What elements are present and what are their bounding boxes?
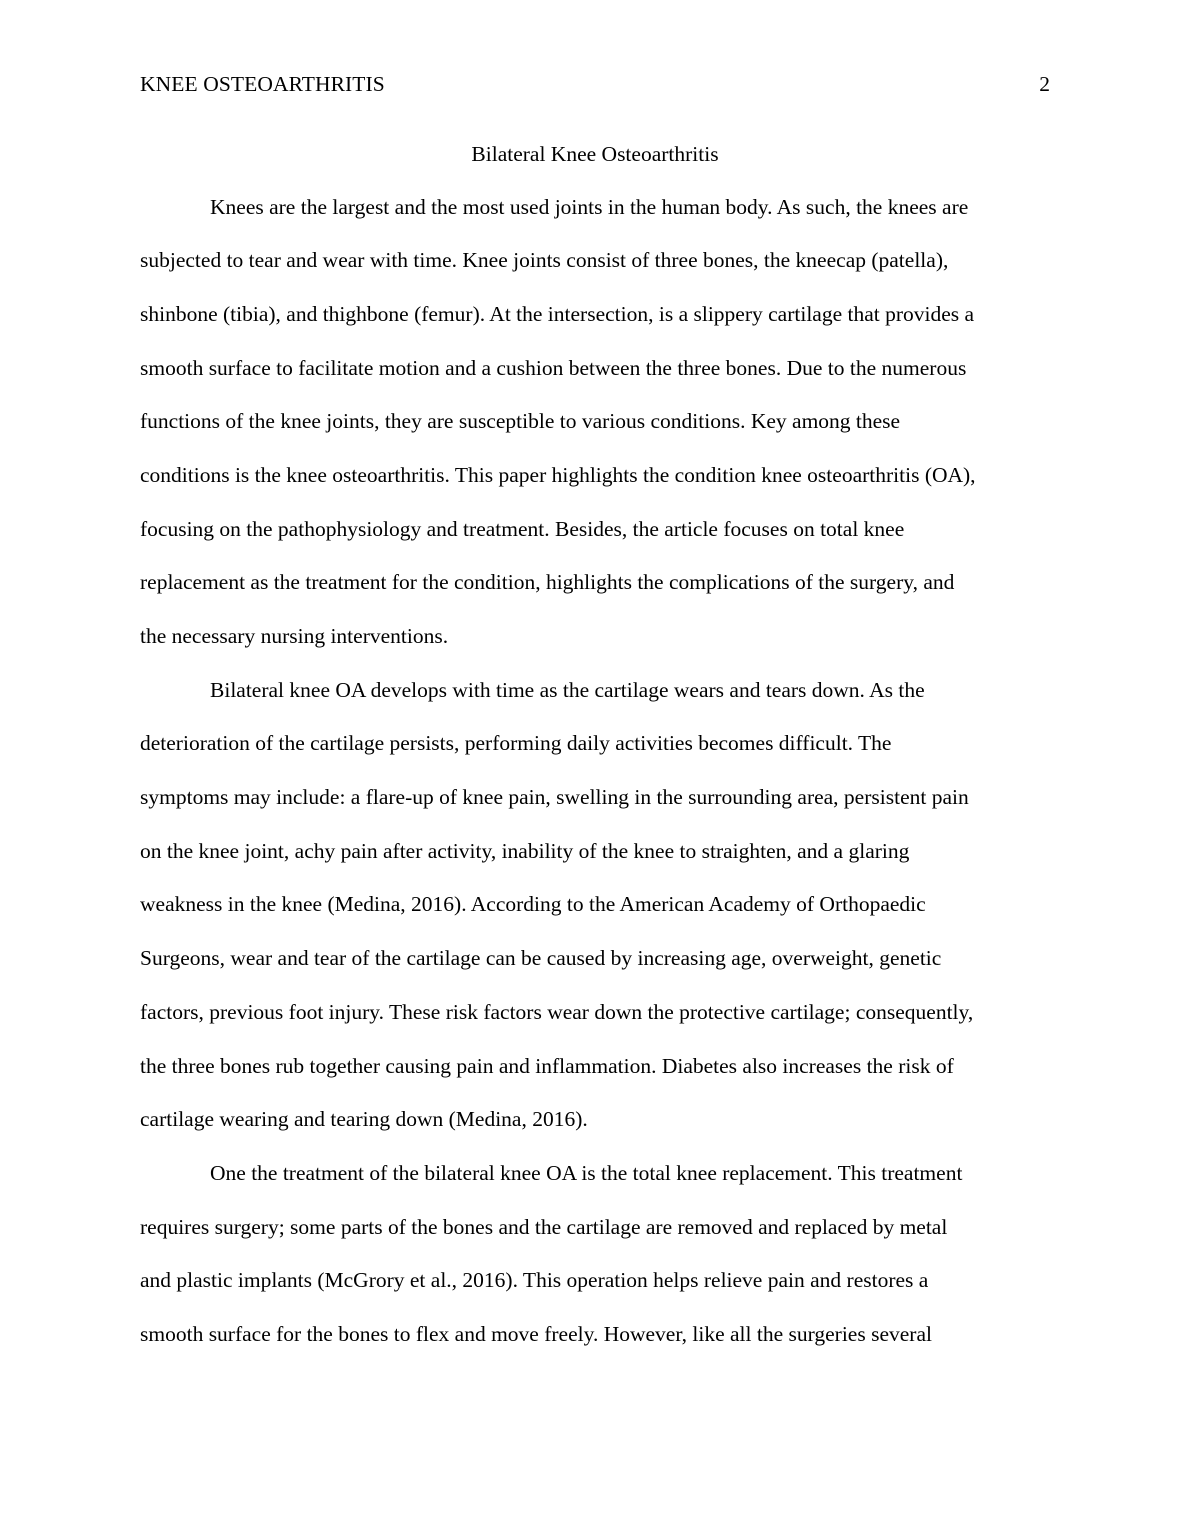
document-title: Bilateral Knee Osteoarthritis (471, 142, 719, 166)
paragraph-2 (140, 664, 1050, 1147)
paragraph-line: the necessary nursing interventions. (140, 624, 449, 648)
paragraph-line: One the treatment of the bilateral knee OA is the total knee replacement. This treatment (210, 1160, 963, 1185)
paragraph-line: replacement as the treatment for the condition, highlights the complications of the surgery, and (140, 570, 955, 595)
paragraph-3 (140, 1147, 1050, 1362)
paragraph-line: smooth surface for the bones to flex and move freely. However, like all the surgeries several (140, 1321, 932, 1346)
paragraph-line: focusing on the pathophysiology and treatment. Besides, the article focuses on total knee (140, 516, 905, 541)
paragraph-line: requires surgery; some parts of the bones and the cartilage are removed and replaced by metal (140, 1214, 948, 1239)
paragraph-line: Bilateral knee OA develops with time as the cartilage wears and tears down. As the (210, 677, 925, 702)
paragraph-line: the three bones rub together causing pain and inflammation. Diabetes also increases the risk of (140, 1053, 954, 1078)
paragraph-line: and plastic implants (McGrory et al., 2016). This operation helps relieve pain and restores a (140, 1268, 929, 1293)
paragraph-line: Knees are the largest and the most used joints in the human body. As such, the knees are (210, 194, 969, 219)
paragraph-1 (140, 181, 1050, 664)
page-number: 2 (1039, 72, 1050, 96)
paragraph-line: symptoms may include: a flare-up of knee pain, swelling in the surrounding area, persistent pain (140, 785, 969, 810)
paragraph-line: cartilage wearing and tearing down (Medina, 2016). (140, 1107, 588, 1132)
running-head: KNEE OSTEOARTHRITIS (140, 72, 385, 96)
paragraph-line: functions of the knee joints, they are susceptible to various conditions. Key among these (140, 409, 901, 434)
paragraph-line: shinbone (tibia), and thighbone (femur). At the intersection, is a slippery cartilage that provides a (140, 301, 975, 326)
paragraph-line: subjected to tear and wear with time. Knee joints consist of three bones, the kneecap (patella), (140, 248, 949, 273)
paragraph-line: deterioration of the cartilage persists, performing daily activities becomes difficult. The (140, 731, 892, 756)
paragraph-line: conditions is the knee osteoarthritis. This paper highlights the condition knee osteoarthritis (OA), (140, 462, 976, 487)
body-text (140, 181, 1050, 1362)
paragraph-line: smooth surface to facilitate motion and a cushion between the three bones. Due to the numerous (140, 355, 967, 380)
paragraph-line: Surgeons, wear and tear of the cartilage can be caused by increasing age, overweight, genetic (140, 946, 942, 971)
paragraph-line: weakness in the knee (Medina, 2016). According to the American Academy of Orthopaedic (140, 892, 926, 917)
paragraph-line: factors, previous foot injury. These risk factors wear down the protective cartilage; consequently, (140, 999, 974, 1024)
paragraph-line: on the knee joint, achy pain after activity, inability of the knee to straighten, and a glaring (140, 838, 910, 863)
